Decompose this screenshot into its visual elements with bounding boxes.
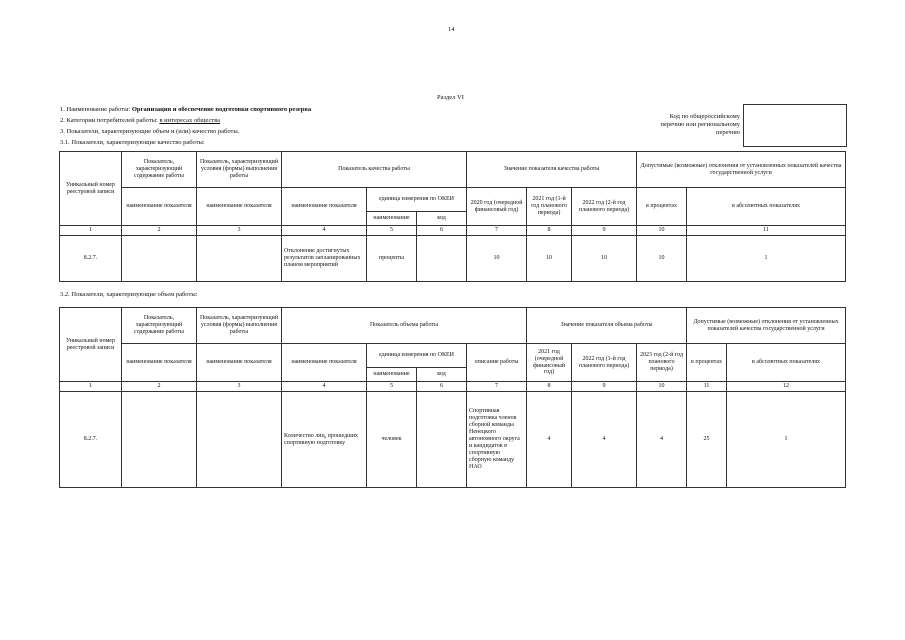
quality-table: Уникальный номер реестровой записи Показатель, характеризующий содержание работы Показатель, характеризующий условия (формы) выполнения работы Показатель качества работы Значение показателя качества работы Допустимые (возможные) отклонения от установленных показателей качества государственной услуги наименование показателя наименование показателя наименование показателя единица измерения по ОКЕИ 2020 год (очередной финансовый год) 2021 год (1-й год планового периода) 2022 год (2-й год планового периода) в процентах в абсолютных показателях наименование код 1 2 3 4 5 6 7 8 9 10 11 8.2.7. Отклонение достигнутых результатов запланированных планом мероприятий проценты 10 10 10 10 1: [59, 151, 846, 282]
work-name-line: [60, 106, 311, 114]
h-unit: единица измерения по ОКЕИ: [367, 188, 467, 212]
h-pct: в процентах: [687, 344, 727, 382]
h-y3: 2023 год (2-й год планового периода): [637, 344, 687, 382]
consumers-line: [60, 117, 220, 125]
h-cond: Показатель, характеризующий условия (формы) выполнения работы: [197, 152, 282, 188]
h-name3: наименование показателя: [282, 188, 367, 226]
h-unit-name: наименование: [367, 212, 417, 226]
table-row: 8.2.7. Количество лиц, прошедших спортивную подготовку человек Спортивная подготовка членов сборной команды Ненецкого автономного округа и кандидатов в спортивную сборную команду НАО 4 4 4 25 1: [60, 392, 846, 488]
h-value: Значение показателя качества работы: [467, 152, 637, 188]
h-desc: описание работы: [467, 344, 527, 382]
h-name3: наименование показателя: [282, 344, 367, 382]
h-quality: Показатель качества работы: [282, 152, 467, 188]
h-pct: в процентах: [637, 188, 687, 226]
h-volume: Показатель объема работы: [282, 308, 527, 344]
okpd-code-box: [743, 104, 847, 147]
h-unit-code: код: [417, 212, 467, 226]
h-y3: 2022 год (2-й год планового периода): [572, 188, 637, 226]
consumers-label: 2. Категории потребителей работы:: [60, 117, 158, 124]
h-content: Показатель, характеризующий содержание работы: [122, 308, 197, 344]
quality-heading: 3.1. Показатели, характеризующие качество работы:: [60, 139, 205, 146]
h-y1: 2020 год (очередной финансовый год): [467, 188, 527, 226]
page-number: 14: [448, 26, 455, 33]
table-row: 8.2.7. Отклонение достигнутых результатов запланированных планом мероприятий проценты 10 10 10 10 1: [60, 236, 846, 282]
work-name-label: 1. Наименование работы:: [60, 106, 131, 113]
okpd-label: Код по общероссийскому перечню или региональному перечню: [660, 113, 740, 136]
section-title: Раздел VI: [437, 94, 464, 101]
h-name2: наименование показателя: [197, 344, 282, 382]
h-cond: Показатель, характеризующий условия (формы) выполнения работы: [197, 308, 282, 344]
h-y2: 2022 год (1-й год планового периода): [572, 344, 637, 382]
h-content: Показатель, характеризующий содержание работы: [122, 152, 197, 188]
h-dev: Допустимые (возможные) отклонения от установленных показателей качества государственной услуги: [637, 152, 846, 188]
h-dev: Допустимые (возможные) отклонения от установленных показателей качества государственной услуги: [687, 308, 846, 344]
h-name1: наименование показателя: [122, 344, 197, 382]
h-y1: 2021 год (очередной финансовый год): [527, 344, 572, 382]
h-unique: Уникальный номер реестровой записи: [60, 152, 122, 226]
h-unit: единица измерения по ОКЕИ: [367, 344, 467, 368]
h-y2: 2021 год (1-й год планового периода): [527, 188, 572, 226]
volume-table: Уникальный номер реестровой записи Показатель, характеризующий содержание работы Показатель, характеризующий условия (формы) выполнения работы Показатель объема работы Значение показателя объема работы Допустимые (возможные) отклонения от установленных показателей качества государственной услуги наименование показателя наименование показателя наименование показателя единица измерения по ОКЕИ описание работы 2021 год (очередной финансовый год) 2022 год (1-й год планового периода) 2023 год (2-й год планового периода) в процентах в абсолютных показателях наименование код 1 2 3 4 5 6 7 8 9 10 11 12 8.2.7. Количество лиц, прошедших спортивную подготовку человек Спортивная подготовка членов сборной команды Ненецкого автономного округа и кандидатов в спортивную сборную команду НАО 4 4 4 25 1: [59, 307, 846, 488]
h-value: Значение показателя объема работы: [527, 308, 687, 344]
h-name2: наименование показателя: [197, 188, 282, 226]
h-name1: наименование показателя: [122, 188, 197, 226]
h-unique: Уникальный номер реестровой записи: [60, 308, 122, 382]
indicators-line: 3. Показатели, характеризующие объем и (или) качество работы.: [60, 128, 240, 135]
volume-heading: 3.2. Показатели, характеризующие объем работы:: [60, 291, 198, 298]
h-unit-name: наименование: [367, 368, 417, 382]
h-abs: в абсолютных показателях: [727, 344, 846, 382]
h-abs: в абсолютных показателях: [687, 188, 846, 226]
work-name-value: Организация и обеспечение подготовки спортивного резерва: [131, 106, 312, 113]
consumers-value: в интересах общества: [159, 117, 221, 124]
h-unit-code: код: [417, 368, 467, 382]
